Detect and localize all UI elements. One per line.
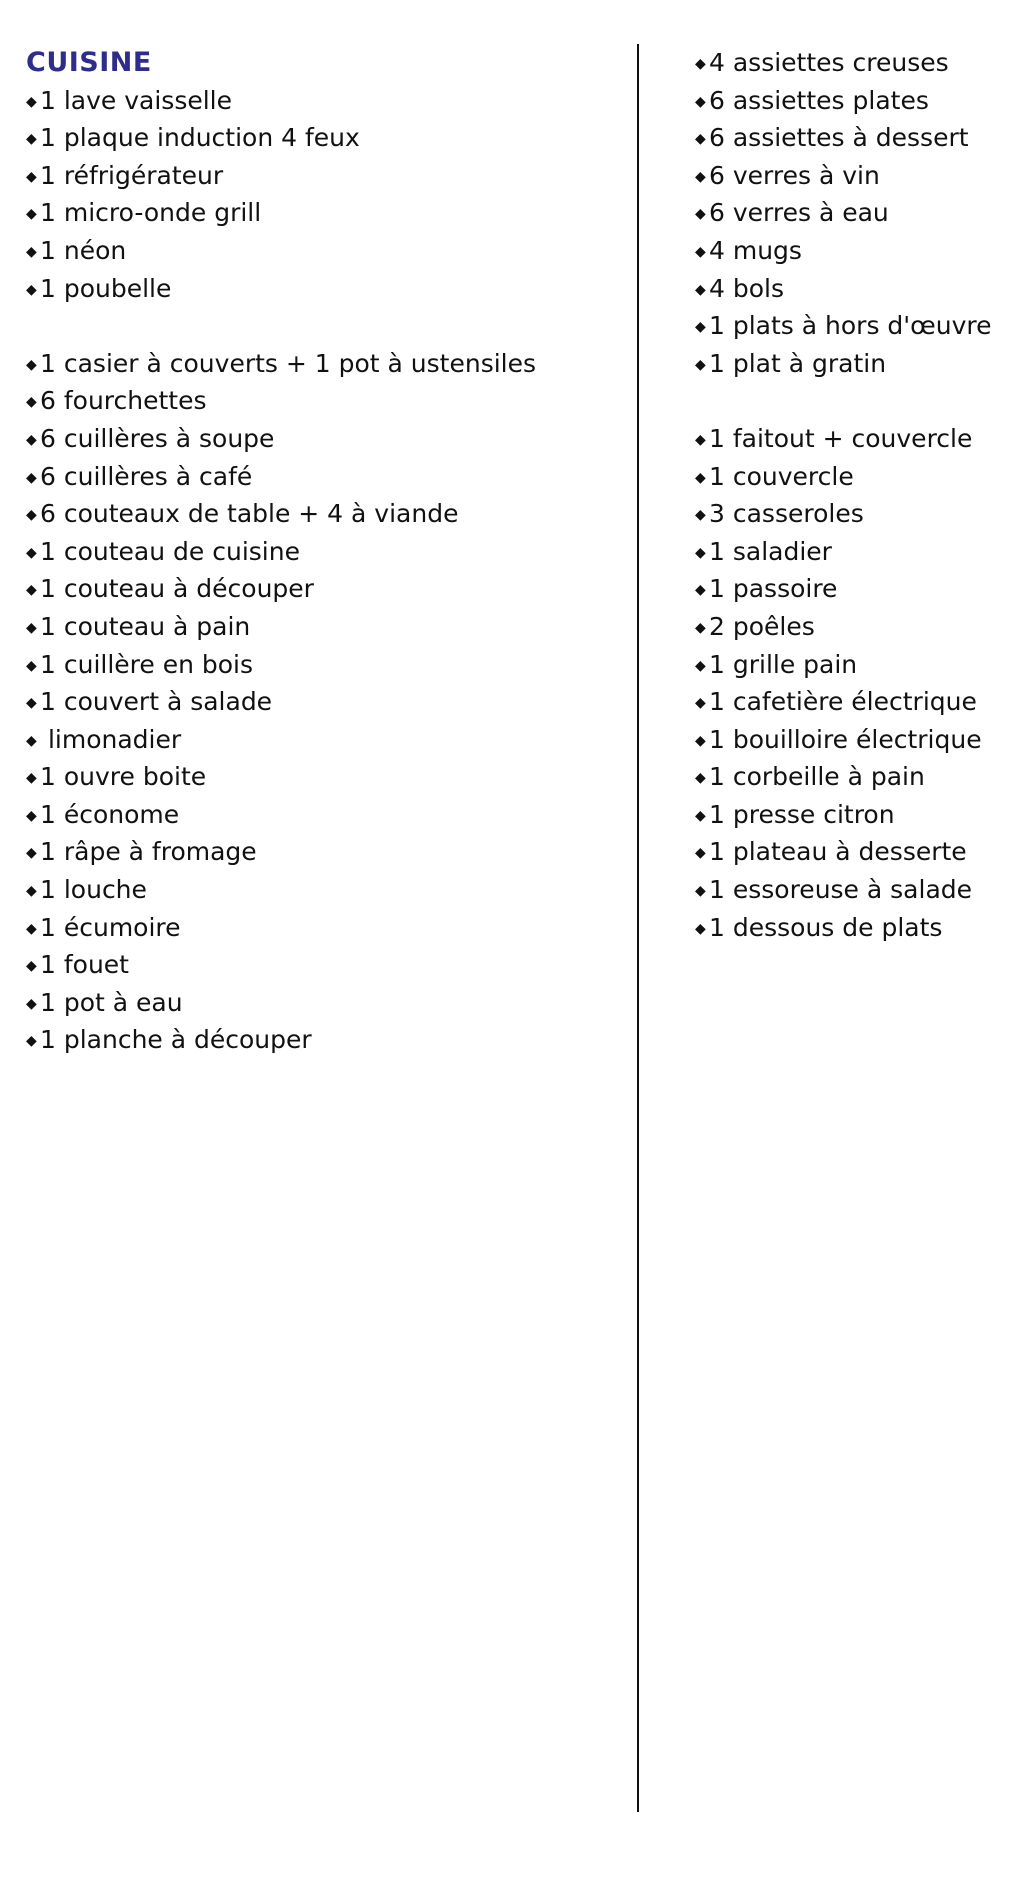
diamond-bullet-icon: ◆: [695, 920, 706, 937]
diamond-bullet-icon: ◆: [26, 845, 37, 862]
diamond-bullet-icon: ◆: [26, 168, 37, 185]
list-item-label: 1 ouvre boite: [40, 762, 207, 792]
list-item: [695, 270, 1015, 308]
diamond-bullet-icon: ◆: [26, 131, 37, 148]
list-item-label: 2 poêles: [709, 611, 815, 641]
list-item: [26, 232, 626, 270]
diamond-bullet-icon: ◆: [26, 657, 37, 674]
diamond-bullet-icon: ◆: [26, 958, 37, 975]
diamond-bullet-icon: ◆: [26, 883, 37, 900]
list-item: [695, 721, 1015, 759]
list-item-label: 1 réfrigérateur: [40, 160, 224, 190]
list-item-label: 1 économe: [40, 799, 180, 829]
list-item-label: 1 plaque induction 4 feux: [40, 123, 360, 153]
diamond-bullet-icon: ◆: [26, 243, 37, 260]
diamond-bullet-icon: ◆: [26, 507, 37, 524]
list-item-label: 1 louche: [40, 875, 147, 905]
diamond-bullet-icon: ◆: [695, 582, 706, 599]
diamond-bullet-icon: ◆: [26, 206, 37, 223]
list-item-label: 1 faitout + couvercle: [709, 423, 973, 453]
list-item: [26, 721, 626, 759]
list-item: [695, 307, 1015, 345]
list-item-label: 1 lave vaisselle: [40, 85, 233, 115]
diamond-bullet-icon: ◆: [26, 544, 37, 561]
list-spacer: [695, 382, 1015, 420]
diamond-bullet-icon: ◆: [26, 995, 37, 1012]
list-item: [695, 194, 1015, 232]
list-spacer: [26, 307, 626, 345]
diamond-bullet-icon: ◆: [695, 93, 706, 110]
list-item: [695, 82, 1015, 120]
section-heading: CUISINE: [26, 47, 152, 78]
diamond-bullet-icon: ◆: [26, 807, 37, 824]
list-item-label: 1 écumoire: [40, 912, 181, 942]
list-item-label: 1 plat à gratin: [709, 348, 887, 378]
list-item-label: 6 assiettes à dessert: [709, 123, 969, 153]
diamond-bullet-icon: ◆: [695, 770, 706, 787]
diamond-bullet-icon: ◆: [695, 807, 706, 824]
list-item-label: 6 couteaux de table + 4 à viande: [40, 499, 459, 529]
list-item-label: 4 bols: [709, 273, 784, 303]
list-item: [26, 646, 626, 684]
diamond-bullet-icon: ◆: [695, 507, 706, 524]
list-item-label: 1 planche à découper: [40, 1025, 312, 1055]
list-item-label: 1 couteau à découper: [40, 574, 314, 604]
list-item: [695, 232, 1015, 270]
list-item: [26, 758, 626, 796]
list-item-label: 1 cafetière électrique: [709, 687, 977, 717]
list-item: [26, 533, 626, 571]
left-column: [26, 44, 626, 1059]
list-item-label: 1 poubelle: [40, 273, 172, 303]
diamond-bullet-icon: ◆: [695, 619, 706, 636]
list-item-label: 6 cuillères à café: [40, 461, 253, 491]
list-item-label: 1 néon: [40, 235, 127, 265]
diamond-bullet-icon: ◆: [26, 732, 37, 749]
list-item: [695, 833, 1015, 871]
diamond-bullet-icon: ◆: [695, 281, 706, 298]
list-item-label: 1 râpe à fromage: [40, 837, 257, 867]
list-item: [26, 270, 626, 308]
list-item-label: 1 cuillère en bois: [40, 649, 254, 679]
diamond-bullet-icon: ◆: [695, 845, 706, 862]
list-item: [695, 683, 1015, 721]
list-item: [26, 382, 626, 420]
list-item: [26, 119, 626, 157]
list-item: [695, 420, 1015, 458]
list-item: [26, 984, 626, 1022]
diamond-bullet-icon: ◆: [26, 1033, 37, 1050]
diamond-bullet-icon: ◆: [695, 469, 706, 486]
diamond-bullet-icon: ◆: [26, 695, 37, 712]
list-item: [26, 570, 626, 608]
list-item-label: 6 cuillères à soupe: [40, 423, 275, 453]
list-item: [695, 758, 1015, 796]
list-item: [26, 420, 626, 458]
diamond-bullet-icon: ◆: [26, 394, 37, 411]
column-divider: [637, 44, 639, 1812]
list-item: [695, 871, 1015, 909]
list-item-label: 1 casier à couverts + 1 pot à ustensiles: [40, 348, 537, 378]
diamond-bullet-icon: ◆: [695, 356, 706, 373]
diamond-bullet-icon: ◆: [26, 93, 37, 110]
list-item-label: 1 fouet: [40, 950, 129, 980]
list-item: [695, 458, 1015, 496]
list-item-label: 4 assiettes creuses: [709, 48, 949, 77]
diamond-bullet-icon: ◆: [695, 657, 706, 674]
diamond-bullet-icon: ◆: [26, 431, 37, 448]
list-item-label: limonadier: [40, 724, 182, 754]
list-item: [695, 796, 1015, 834]
list-item: [26, 909, 626, 947]
list-item-label: 1 couteau de cuisine: [40, 536, 300, 566]
right-column: [695, 44, 1015, 946]
left-item-list: [26, 82, 626, 1059]
list-item: [695, 345, 1015, 383]
diamond-bullet-icon: ◆: [26, 920, 37, 937]
list-item-label: 6 verres à eau: [709, 198, 889, 228]
diamond-bullet-icon: ◆: [26, 619, 37, 636]
diamond-bullet-icon: ◆: [695, 319, 706, 336]
list-item-label: 4 mugs: [709, 235, 802, 265]
list-item: [26, 345, 626, 383]
diamond-bullet-icon: ◆: [695, 168, 706, 185]
list-item: [26, 833, 626, 871]
list-item: [695, 608, 1015, 646]
list-item: [26, 683, 626, 721]
list-item: [26, 871, 626, 909]
diamond-bullet-icon: ◆: [695, 243, 706, 260]
list-item-label: 6 assiettes plates: [709, 85, 929, 115]
list-item-label: 1 grille pain: [709, 649, 858, 679]
list-item: [695, 44, 1015, 82]
list-item: [695, 533, 1015, 571]
list-item: [26, 157, 626, 195]
diamond-bullet-icon: ◆: [695, 206, 706, 223]
list-item-label: 1 pot à eau: [40, 987, 183, 1017]
diamond-bullet-icon: ◆: [695, 883, 706, 900]
list-item: [26, 608, 626, 646]
diamond-bullet-icon: ◆: [26, 281, 37, 298]
list-item: [26, 82, 626, 120]
list-item: [695, 570, 1015, 608]
list-item-label: 1 couvercle: [709, 461, 854, 491]
diamond-bullet-icon: ◆: [26, 356, 37, 373]
list-item-label: 1 passoire: [709, 574, 838, 604]
diamond-bullet-icon: ◆: [26, 770, 37, 787]
diamond-bullet-icon: ◆: [695, 56, 706, 72]
diamond-bullet-icon: ◆: [26, 582, 37, 599]
list-item: [26, 458, 626, 496]
list-item-label: 1 presse citron: [709, 799, 895, 829]
diamond-bullet-icon: ◆: [695, 431, 706, 448]
list-item-label: 1 couteau à pain: [40, 611, 251, 641]
list-item-label: 3 casseroles: [709, 499, 864, 529]
list-item: [26, 796, 626, 834]
list-item-label: 1 bouilloire électrique: [709, 724, 982, 754]
diamond-bullet-icon: ◆: [26, 469, 37, 486]
list-item: [26, 495, 626, 533]
list-item: [695, 909, 1015, 947]
diamond-bullet-icon: ◆: [695, 695, 706, 712]
right-item-list: [695, 44, 1015, 946]
list-item: [695, 157, 1015, 195]
list-item-label: 1 plateau à desserte: [709, 837, 967, 867]
list-item-label: 1 plats à hors d'œuvre: [709, 311, 992, 341]
list-item: [695, 495, 1015, 533]
diamond-bullet-icon: ◆: [695, 131, 706, 148]
list-item-label: 1 couvert à salade: [40, 687, 273, 717]
list-item: [26, 1021, 626, 1059]
list-item-label: 1 saladier: [709, 536, 832, 566]
list-item: [26, 946, 626, 984]
list-item: [695, 119, 1015, 157]
list-item-label: 6 fourchettes: [40, 386, 207, 416]
list-item: [695, 646, 1015, 684]
list-item-label: 1 essoreuse à salade: [709, 875, 973, 905]
list-item-label: 1 corbeille à pain: [709, 762, 925, 792]
list-item-label: 6 verres à vin: [709, 160, 880, 190]
diamond-bullet-icon: ◆: [695, 732, 706, 749]
list-item: [26, 194, 626, 232]
diamond-bullet-icon: ◆: [695, 544, 706, 561]
list-item-label: 1 dessous de plats: [709, 912, 943, 942]
list-item-label: 1 micro-onde grill: [40, 198, 262, 228]
